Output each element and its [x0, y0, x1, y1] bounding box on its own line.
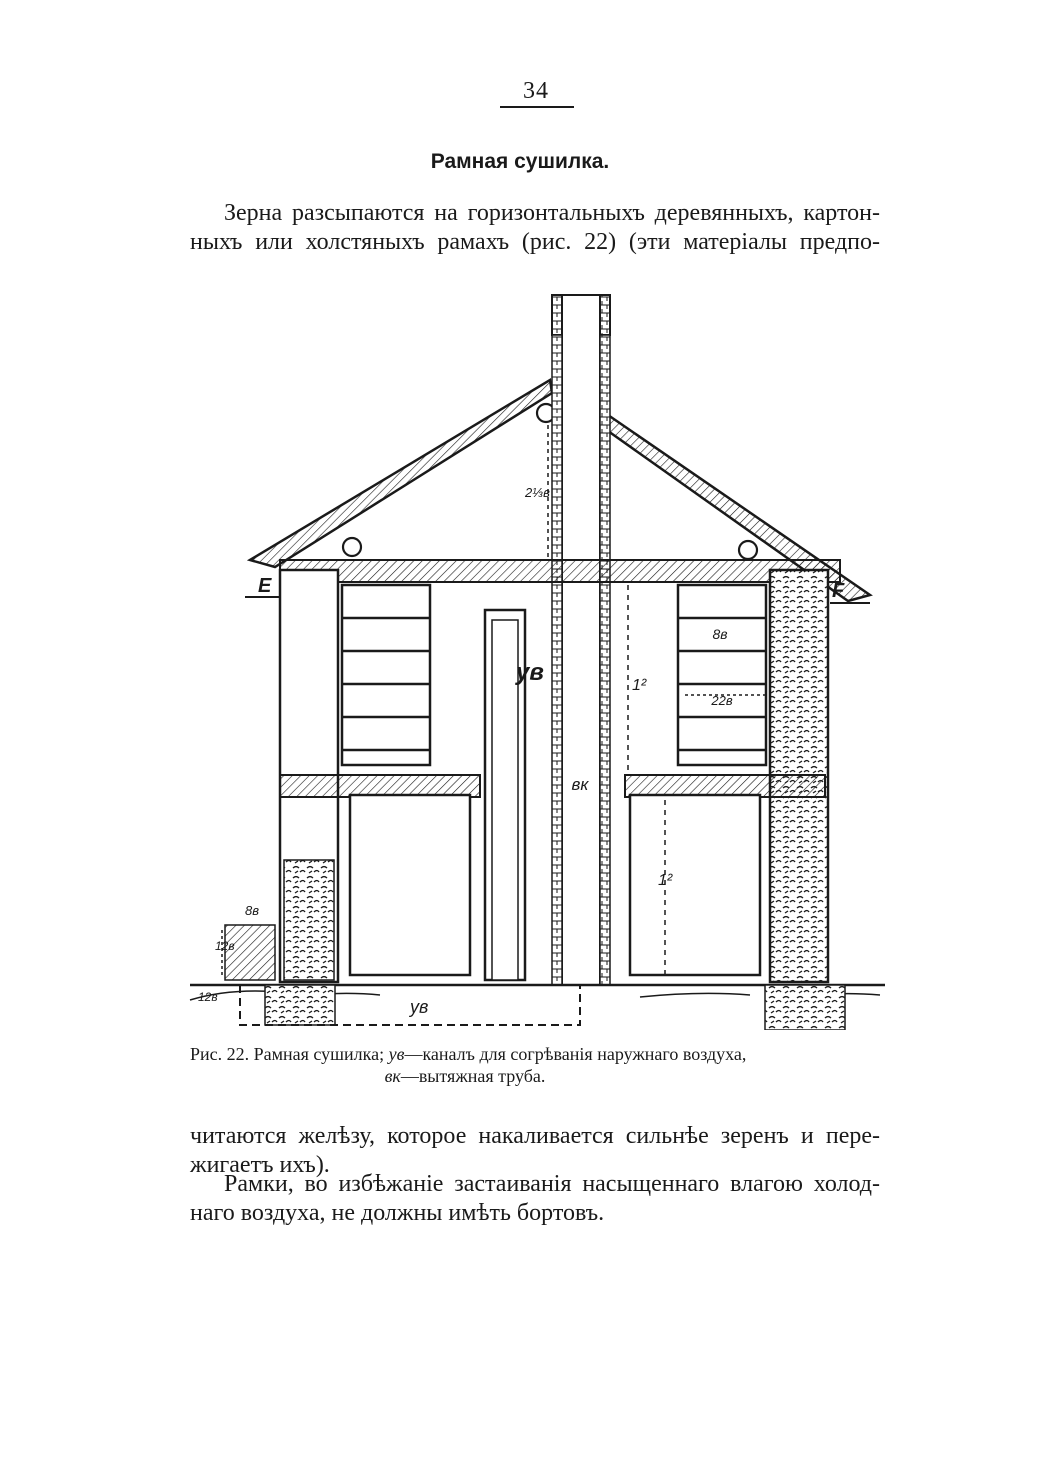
- frames-line-1: Рамки, во избѣжаніе застаиванія насыщеннаго влагою холод-: [224, 1171, 880, 1197]
- section-title: Рамная сушилка.: [430, 150, 610, 173]
- label-dim-left-8v: 8в: [245, 903, 260, 918]
- label-e: E: [258, 575, 272, 597]
- drying-frames-right: [678, 585, 766, 765]
- page-number-rule: [500, 106, 574, 108]
- intro-line-2: ныхъ или холстяныхъ рамахъ (рис. 22) (эти матеріалы предпо-: [190, 229, 880, 255]
- frames-line-2: наго воздуха, не должны имѣть бортовъ.: [190, 1200, 605, 1226]
- label-dim-roof: 2⅓в: [525, 485, 550, 500]
- label-dim-right-top: 1²: [632, 677, 647, 694]
- label-vk: вк: [571, 775, 589, 794]
- frames-paragraph: [190, 1170, 880, 1228]
- caption-abbr-vk: вк: [384, 1066, 401, 1086]
- label-f: F: [832, 580, 845, 602]
- figure-caption: [190, 1043, 890, 1087]
- intro-paragraph: [190, 199, 880, 257]
- caption-text-ub: —каналъ для согрѣванія наружнаго воздуха,: [404, 1044, 747, 1064]
- caption-abbr-ub: ув: [388, 1044, 405, 1064]
- label-dim-8v: 8в: [712, 626, 728, 642]
- label-dim-22v: 22в: [711, 693, 733, 708]
- drying-frames-left: [342, 585, 430, 765]
- label-dim-ground: 12в: [198, 990, 218, 1004]
- caption-text-vk: —вытяжная труба.: [400, 1066, 546, 1086]
- label-ub-upper: ув: [516, 659, 544, 686]
- continuation-line-1: читаются желѣзу, которое накаливается сильнѣе зеренъ и пере-: [190, 1123, 880, 1149]
- label-ub-lower: ув: [410, 997, 429, 1017]
- frame-dryer-drawing: [180, 285, 890, 1030]
- chimney-exhaust-pipe: [552, 295, 610, 985]
- continuation-line-2: жигаетъ ихъ).: [190, 1152, 330, 1178]
- page-number: 34: [523, 78, 549, 104]
- figure-frame-dryer: [180, 285, 890, 1030]
- label-dim-right-bottom: 1²: [658, 872, 673, 889]
- label-dim-left-12v: 12в: [215, 939, 235, 953]
- intro-line-1: Зерна разсыпаются на горизонтальныхъ деревянныхъ, картон-: [224, 200, 880, 226]
- caption-prefix: Рис. 22. Рамная сушилка;: [190, 1044, 385, 1064]
